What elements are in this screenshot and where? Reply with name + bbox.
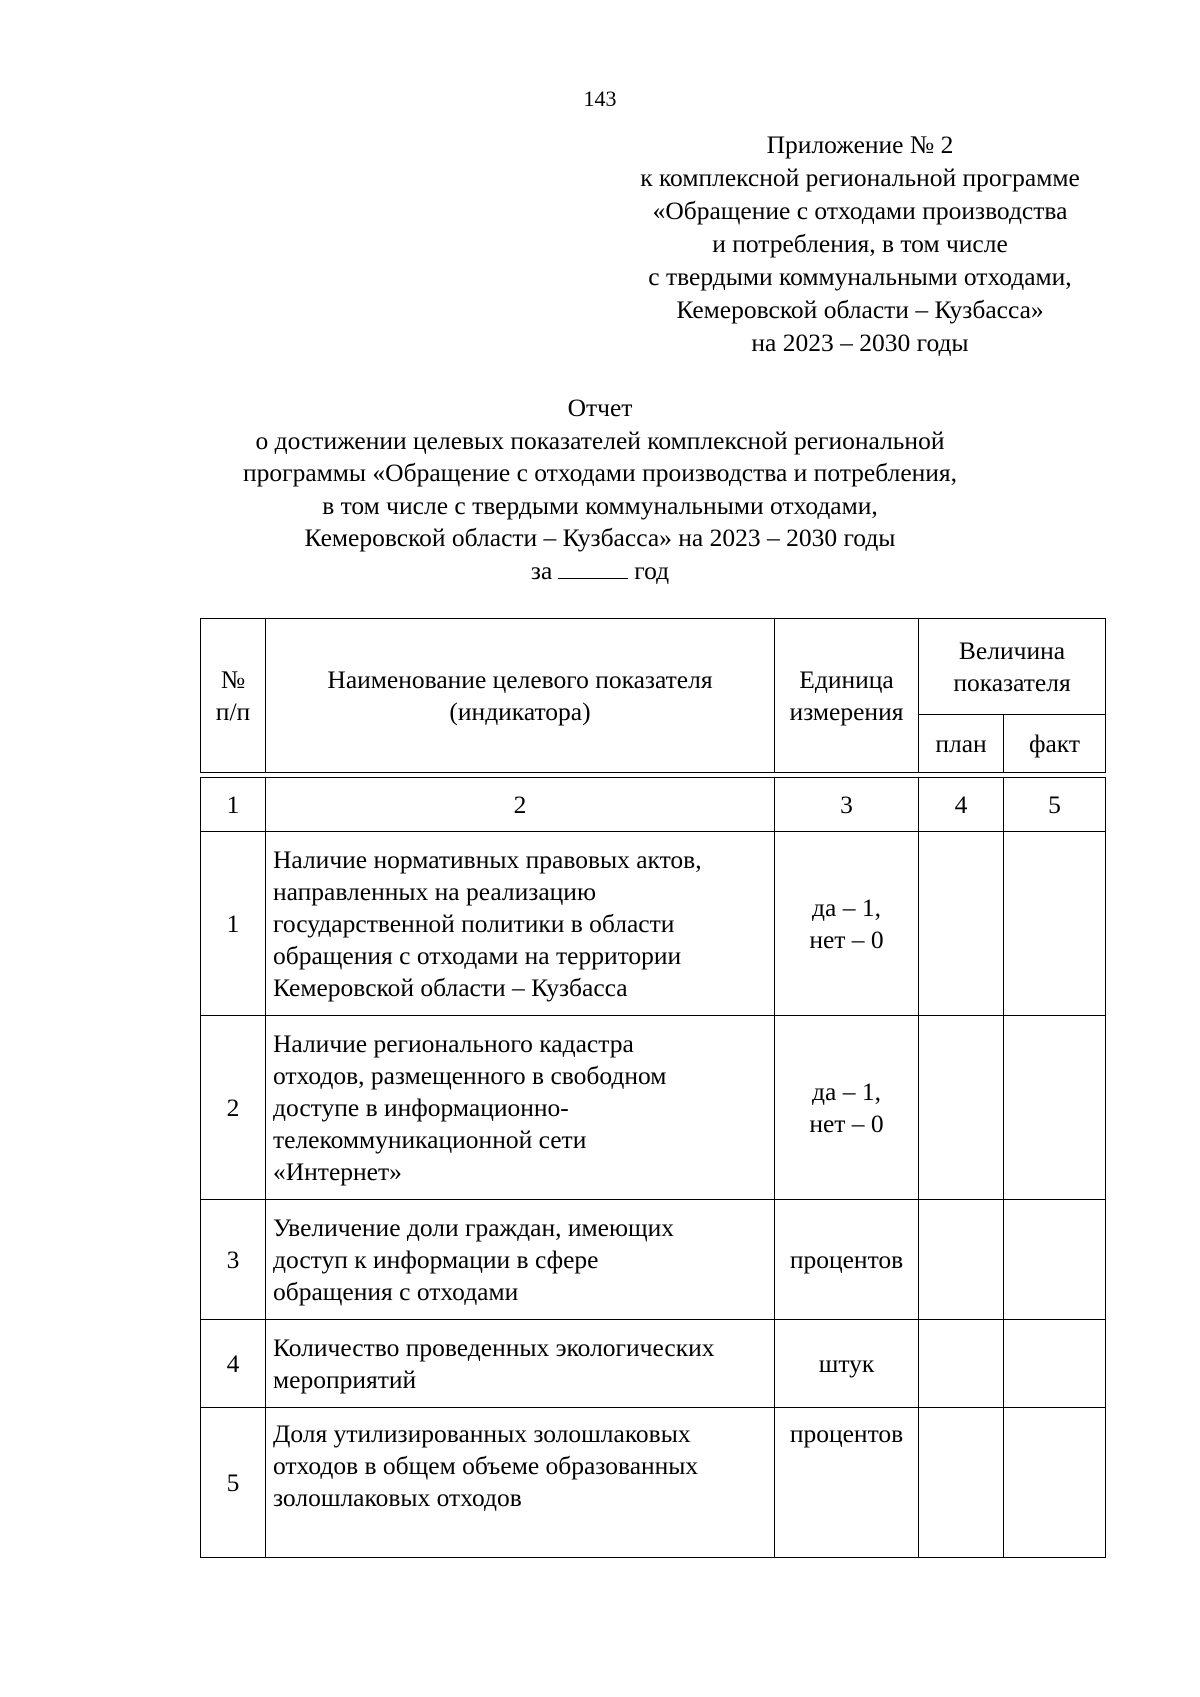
page-number: 143: [583, 86, 617, 111]
table-row: [201, 1200, 1106, 1320]
report-period: [200, 555, 1000, 588]
row-name: Наличие регионального кадастра отходов, размещенного в свободном доступе в информационно- телекоммуникационной сети «Интернет»: [266, 1016, 775, 1200]
row-num: 2: [201, 1016, 266, 1200]
report-title-block: [200, 392, 1000, 587]
row-plan: [919, 1016, 1004, 1200]
report-title-line: о достижении целевых показателей комплексной региональной: [255, 425, 945, 455]
column-number: 3: [775, 778, 919, 832]
column-number: 4: [919, 778, 1004, 832]
row-plan: [919, 1408, 1004, 1558]
indicators-table-header: [200, 618, 1106, 773]
column-number: 5: [1004, 778, 1106, 832]
report-period-suffix: год: [634, 555, 670, 585]
row-unit: штук: [775, 1320, 919, 1408]
year-blank-line: [558, 556, 628, 579]
row-num: 4: [201, 1320, 266, 1408]
row-fact: [1004, 1408, 1106, 1558]
report-title-line: Кемеровской области – Кузбасса» на 2023 – 2030 годы: [304, 523, 896, 552]
table-row: [201, 832, 1106, 1016]
row-unit: да – 1, нет – 0: [775, 832, 919, 1016]
row-num: 1: [201, 832, 266, 1016]
indicators-table: [200, 777, 1106, 1558]
row-unit: да – 1, нет – 0: [775, 1016, 919, 1200]
report-title-line: программы «Обращение с отходами производства и потребления,: [242, 458, 958, 487]
row-fact: [1004, 1200, 1106, 1320]
row-fact: [1004, 1320, 1106, 1408]
column-numbers-row: [201, 778, 1106, 832]
header-value: Величина показателя: [919, 619, 1106, 715]
row-name: Наличие нормативных правовых актов, направленных на реализацию государственной политики в области обращения с отходами на территории Кемеровской области – Кузбасса: [266, 832, 775, 1016]
table-row: [201, 1408, 1106, 1558]
appendix-line: с твердыми коммунальными отходами,: [648, 262, 1072, 291]
row-name: Увеличение доли граждан, имеющих доступ к информации в сфере обращения с отходами: [266, 1200, 775, 1320]
report-title: Отчет: [567, 393, 633, 422]
row-num: 5: [201, 1408, 266, 1558]
row-plan: [919, 832, 1004, 1016]
appendix-line: и потребления, в том числе: [712, 229, 1008, 258]
appendix-line: «Обращение с отходами производства: [652, 196, 1068, 225]
row-num: 3: [201, 1200, 266, 1320]
header-name: Наименование целевого показателя (индикатора): [266, 619, 775, 773]
row-plan: [919, 1200, 1004, 1320]
row-fact: [1004, 832, 1106, 1016]
header-fact: факт: [1004, 715, 1106, 773]
appendix-header: [600, 128, 1120, 359]
header-unit: Единица измерения: [775, 619, 919, 773]
row-plan: [919, 1320, 1004, 1408]
row-fact: [1004, 1016, 1106, 1200]
row-unit: процентов: [775, 1200, 919, 1320]
header-num: № п/п: [201, 619, 266, 773]
report-title-line: в том числе с твердыми коммунальными отходами,: [322, 490, 878, 520]
report-period-prefix: за: [530, 555, 553, 585]
column-number: 1: [201, 778, 266, 832]
appendix-line: на 2023 – 2030 годы: [751, 328, 969, 357]
header-plan: план: [919, 715, 1004, 773]
column-number: 2: [266, 778, 775, 832]
appendix-line: к комплексной региональной программе: [640, 163, 1080, 192]
row-name: Доля утилизированных золошлаковых отходов в общем объеме образованных золошлаковых отходов: [266, 1408, 775, 1558]
table-row: [201, 1016, 1106, 1200]
row-name: Количество проведенных экологических мероприятий: [266, 1320, 775, 1408]
table-row: [201, 1320, 1106, 1408]
appendix-line: Кемеровской области – Кузбасса»: [676, 295, 1044, 324]
appendix-line: Приложение № 2: [766, 130, 954, 159]
row-unit: процентов: [775, 1408, 919, 1558]
